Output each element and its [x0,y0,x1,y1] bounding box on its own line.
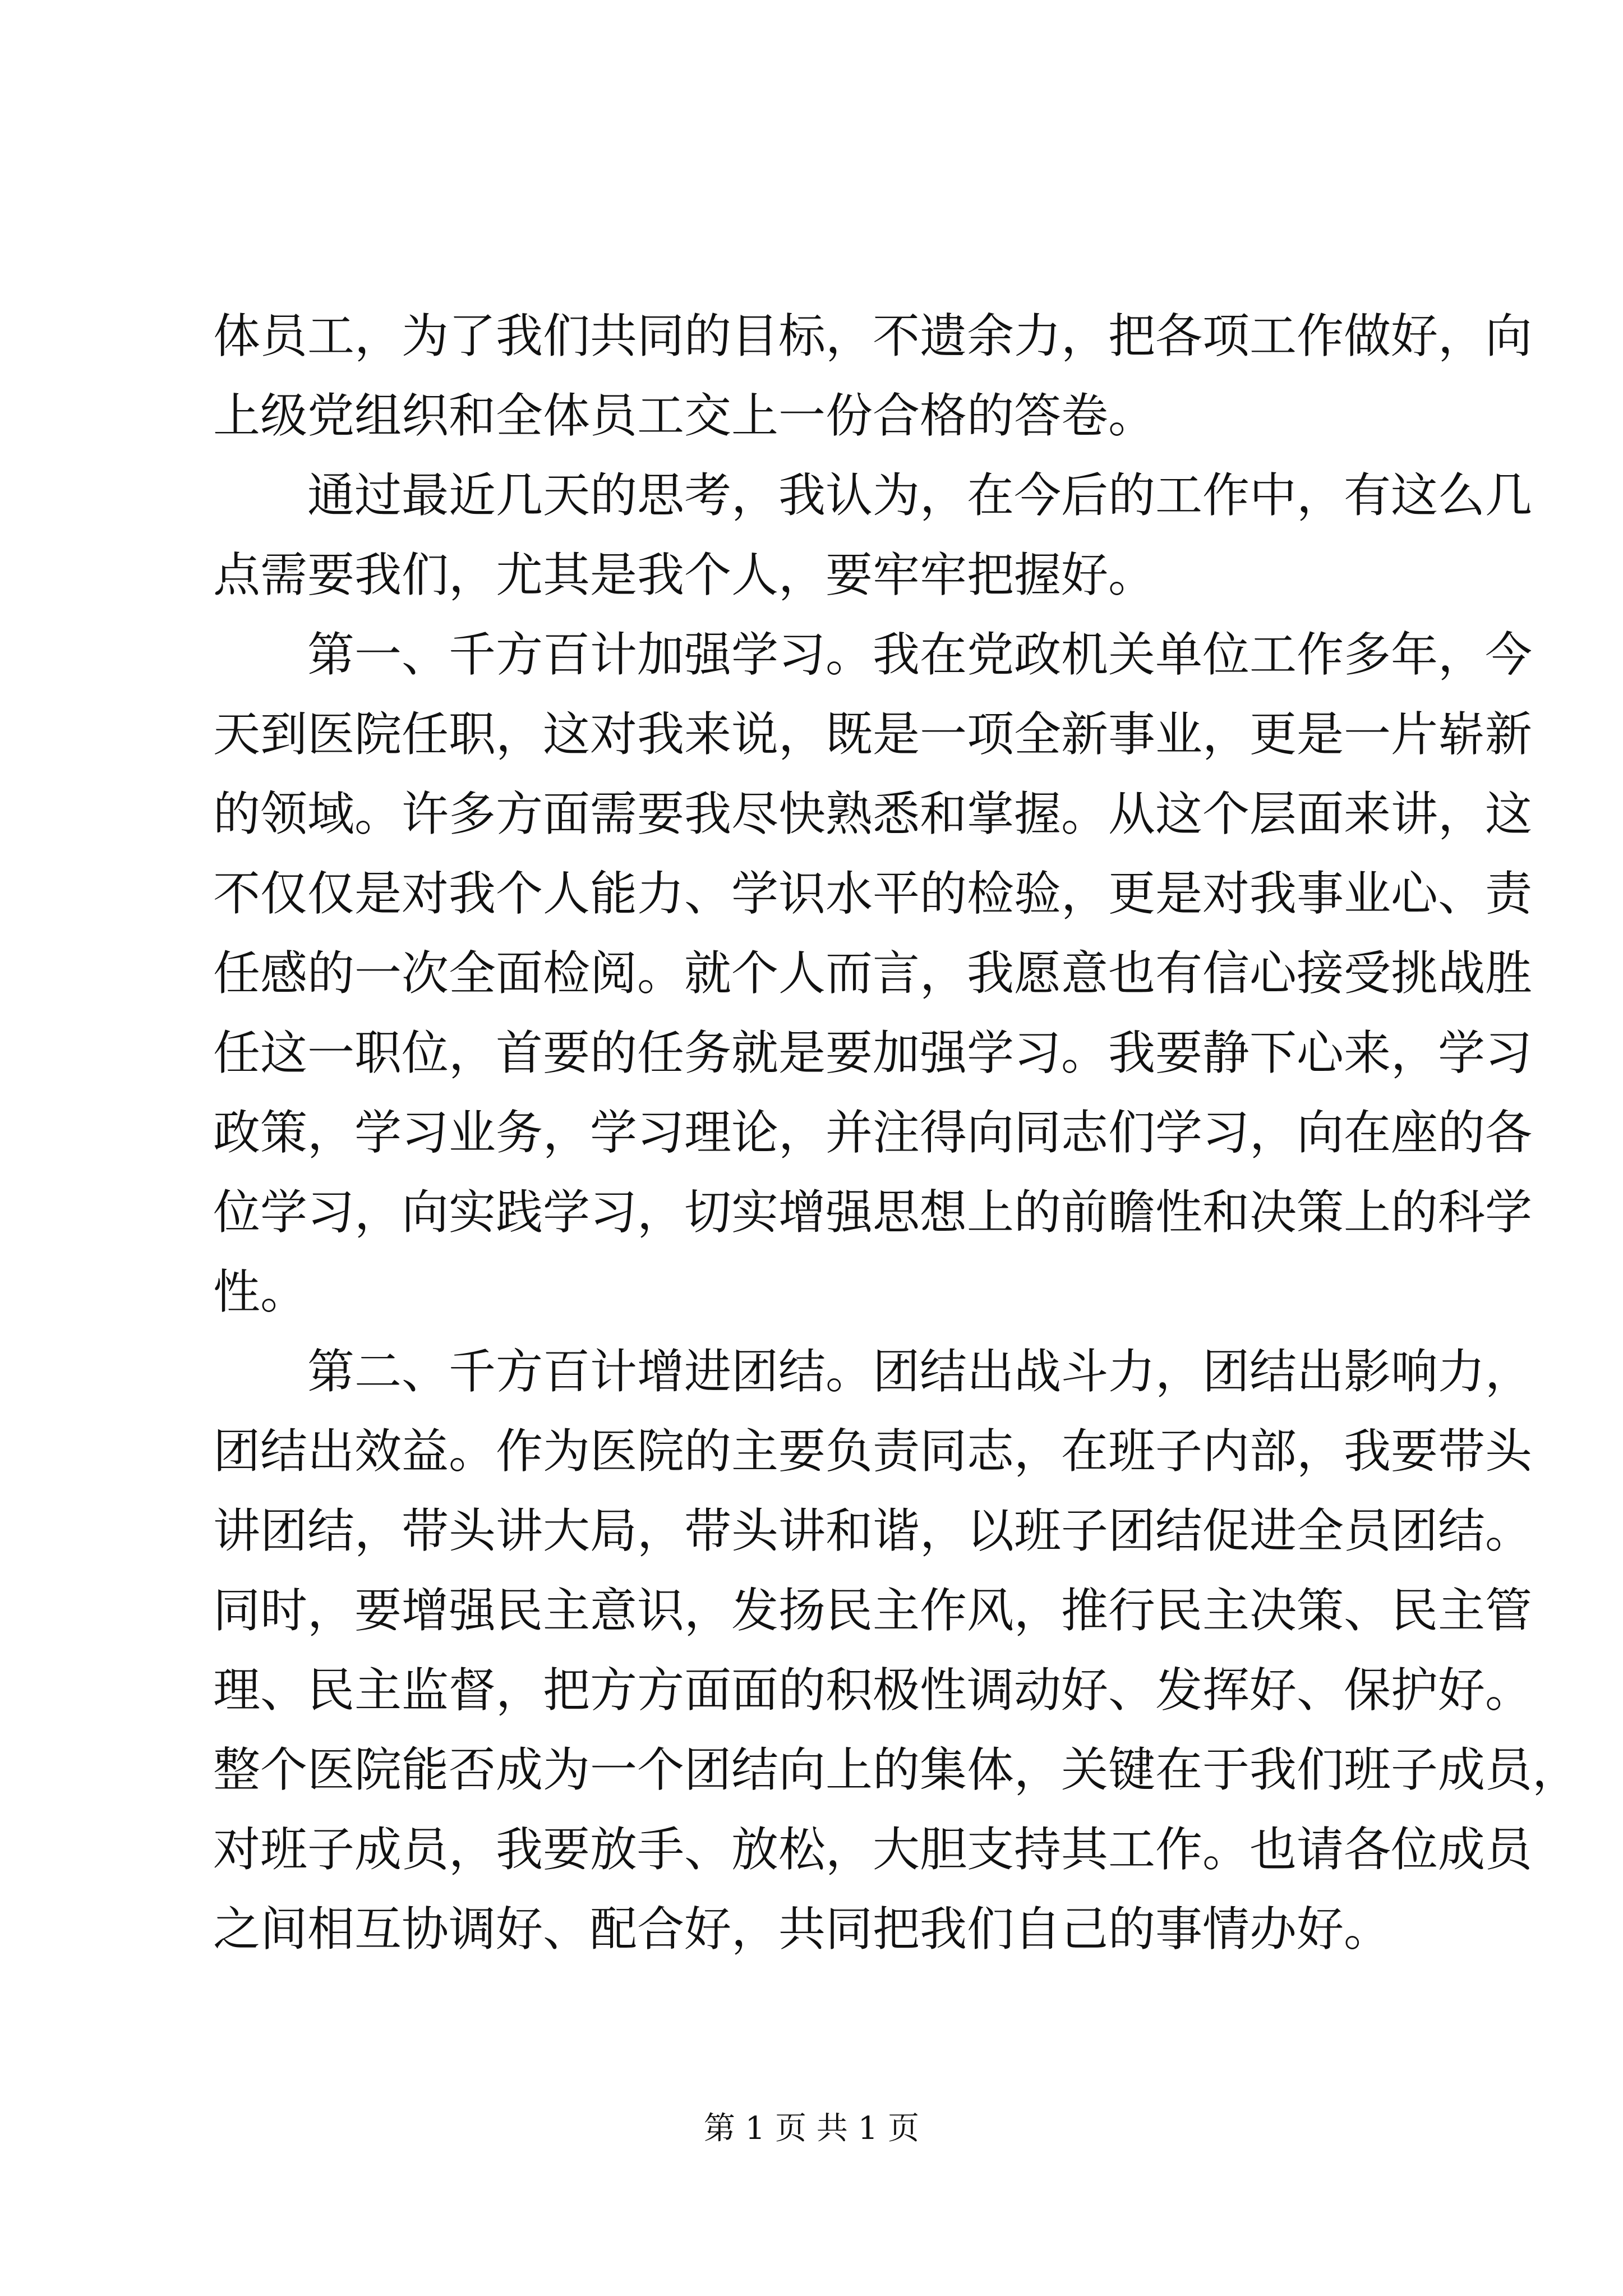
text-line: 的领域。许多方面需要我尽快熟悉和掌握。从这个层面来讲，这 [213,786,1533,841]
text-line: 之间相互协调好、配合好，共同把我们自己的事情办好。 [213,1902,1391,1957]
text-line: 讲团结，带头讲大局，带头讲和谐，以班子团结促进全员团结。 [213,1503,1533,1558]
text-line: 通过最近几天的思考，我认为，在今后的工作中，有这么几 [307,468,1533,523]
text-line: 同时，要增强民主意识，发扬民主作风，推行民主决策、民主管 [213,1583,1533,1638]
text-line: 位学习，向实践学习，切实增强思想上的前瞻性和决策上的科学 [213,1185,1533,1240]
text-line: 任感的一次全面检阅。就个人而言，我愿意也有信心接受挑战胜 [213,946,1533,1001]
text-line: 政策，学习业务，学习理论，并注得向同志们学习，向在座的各 [213,1105,1533,1160]
page-number-footer: 第 1 页 共 1 页 [703,2110,920,2147]
text-line: 体员工，为了我们共同的目标，不遗余力，把各项工作做好，向 [213,309,1533,364]
text-line: 天到医院任职，这对我来说，既是一项全新事业，更是一片崭新 [213,707,1533,762]
text-line: 整个医院能否成为一个团结向上的集体，关键在于我们班子成员， [213,1742,1580,1797]
text-line: 理、民主监督，把方方面面的积极性调动好、发挥好、保护好。 [213,1663,1533,1718]
text-line: 第二、千方百计增进团结。团结出战斗力，团结出影响力， [307,1344,1533,1399]
text-line: 点需要我们，尤其是我个人，要牢牢把握好。 [213,547,1156,602]
text-line: 性。 [213,1264,308,1319]
text-line: 第一、千方百计加强学习。我在党政机关单位工作多年，今 [307,627,1533,682]
text-line: 上级党组织和全体员工交上一份合格的答卷。 [213,388,1156,443]
text-line: 团结出效益。作为医院的主要负责同志，在班子内部，我要带头 [213,1424,1533,1479]
text-line: 不仅仅是对我个人能力、学识水平的检验，更是对我事业心、责 [213,866,1533,921]
document-body [213,296,1580,1969]
text-line: 对班子成员，我要放手、放松，大胆支持其工作。也请各位成员 [213,1822,1533,1877]
text-line: 任这一职位，首要的任务就是要加强学习。我要静下心来，学习 [213,1025,1533,1080]
